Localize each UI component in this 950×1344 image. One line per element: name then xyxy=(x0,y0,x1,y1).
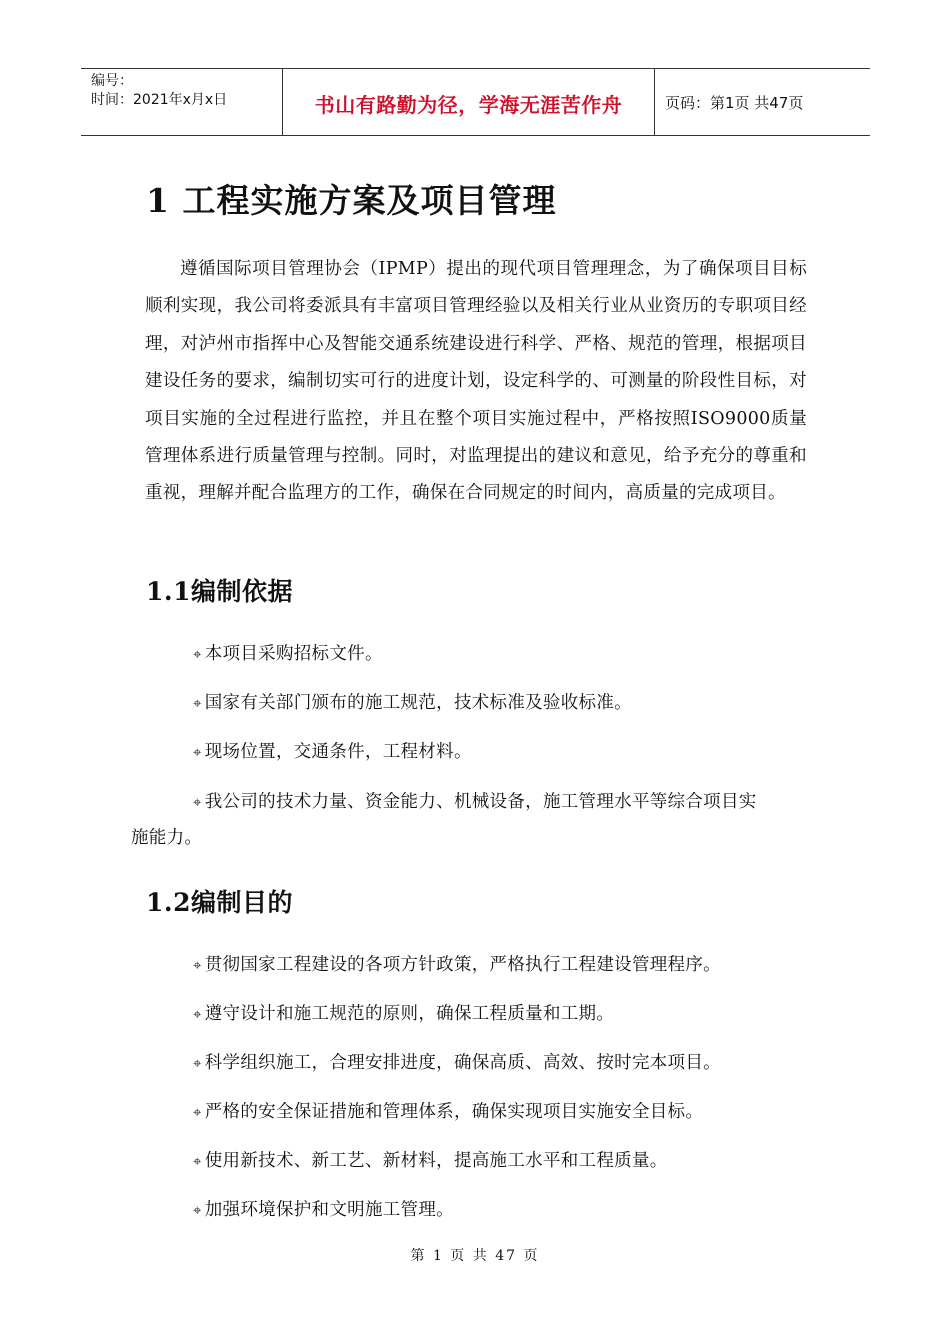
section-heading-purpose: 1.2编制目的 xyxy=(146,888,293,917)
date-label: 时间：2021年x月x日 xyxy=(91,92,228,108)
bullet-icon: ⌖ xyxy=(193,956,202,974)
page-title: 1 工程实施方案及项目管理 xyxy=(146,181,557,220)
list-item: ⌖ 严格的安全保证措施和管理体系，确保实现项目实施安全目标。 xyxy=(193,1102,704,1122)
page-footer: 第 1 页 共 47 页 xyxy=(410,1248,540,1264)
intro-paragraph: 遵循国际项目管理协会（IPMP）提出的现代项目管理理念，为了确保项目目标顺利实现，我公司将委派具有丰富项目管理经验以及相关行业从业资历的专职项目经理，对泸州市指挥中心及智能交通系统建设进行科学、严格、规范的管理，根据项目建设任务的要求，编制切实可行的进度计划，设定科学的、可测量的阶段性目标，对项目实施的全过程进行监控，并且在整个项目实施过程中，严格按照ISO9000质量管理体系进行质量管理与控制。同时，对监理提出的建议和意见，给予充分的尊重和重视，理解并配合监理方的工作，确保在合同规定的时间内，高质量的完成项目。 xyxy=(145,259,807,504)
bullet-icon: ⌖ xyxy=(193,694,202,712)
bullet-icon: ⌖ xyxy=(193,743,202,761)
list-item: ⌖ 遵守设计和施工规范的原则，确保工程质量和工期。 xyxy=(193,1004,615,1024)
bullet-icon: ⌖ xyxy=(193,1152,202,1170)
bullet-icon: ⌖ xyxy=(193,793,202,811)
list-item: ⌖ 国家有关部门颁布的施工规范，技术标准及验收标准。 xyxy=(193,693,632,713)
code-label: 编号： xyxy=(91,73,133,89)
list-item: ⌖ 贯彻国家工程建设的各项方针政策，严格执行工程建设管理程序。 xyxy=(193,955,721,975)
list-item: ⌖ 加强环境保护和文明施工管理。 xyxy=(193,1200,454,1220)
section-heading-basis: 1.1编制依据 xyxy=(146,577,293,606)
bullet-icon: ⌖ xyxy=(193,1005,202,1023)
bullet-icon: ⌖ xyxy=(193,1201,202,1219)
header-page-info: 页码：第1页 共47页 xyxy=(665,94,804,112)
bullet-icon: ⌖ xyxy=(193,645,202,663)
list-item: ⌖ 我公司的技术力量、资金能力、机械设备，施工管理水平等综合项目实 施能力。 xyxy=(131,792,757,848)
list-item: ⌖ 现场位置，交通条件，工程材料。 xyxy=(193,742,472,762)
page-header xyxy=(81,68,870,136)
list-item: ⌖ 本项目采购招标文件。 xyxy=(193,644,383,664)
list-item: ⌖ 使用新技术、新工艺、新材料，提高施工水平和工程质量。 xyxy=(193,1151,668,1171)
bullet-icon: ⌖ xyxy=(193,1054,202,1072)
header-meta xyxy=(81,69,282,135)
bullet-icon: ⌖ xyxy=(193,1103,202,1121)
header-motto: 书山有路勤为径，学海无涯苦作舟 xyxy=(282,69,655,135)
list-item: ⌖ 科学组织施工，合理安排进度，确保高质、高效、按时完本项目。 xyxy=(193,1053,721,1073)
